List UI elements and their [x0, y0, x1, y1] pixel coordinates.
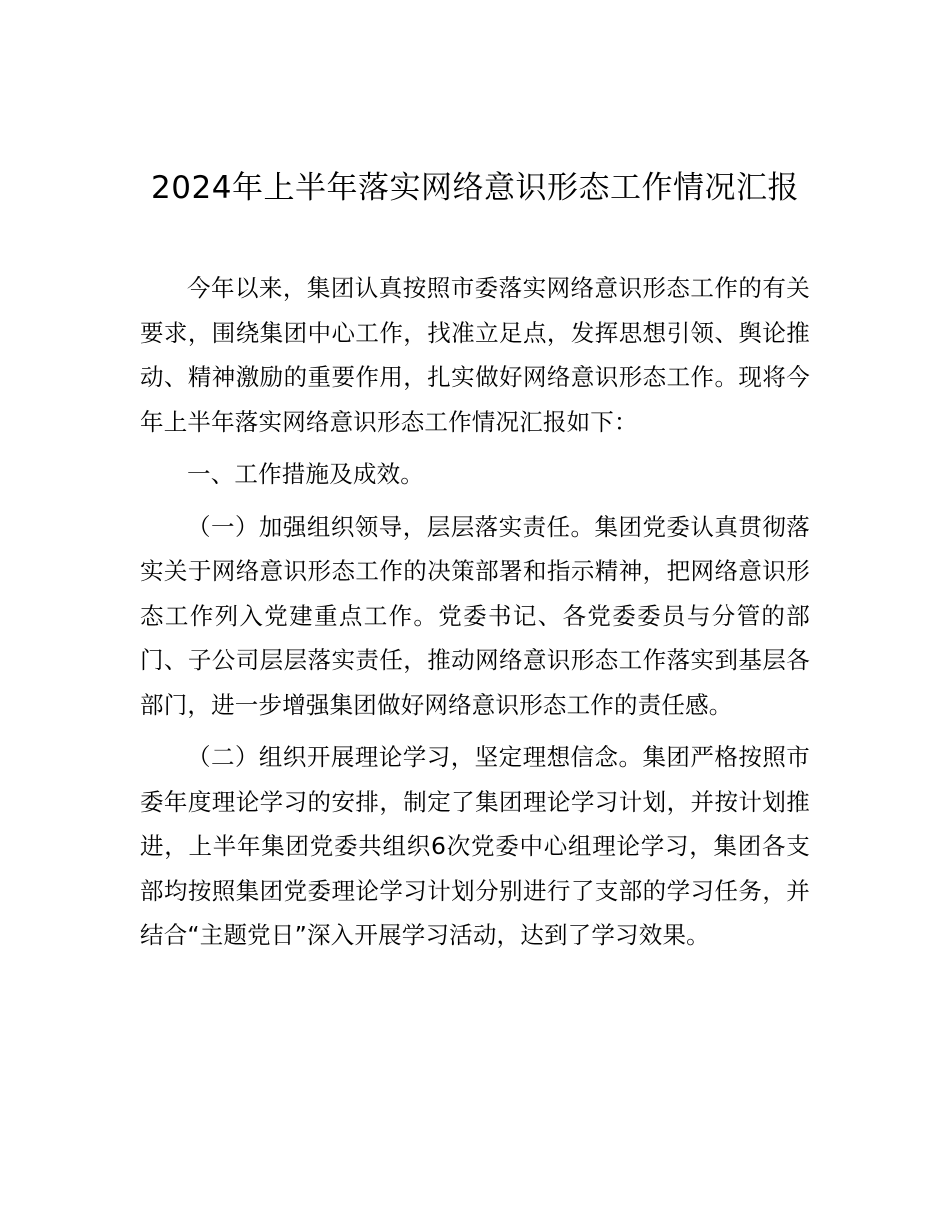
paragraph-organization: （一）加强组织领导，层层落实责任。集团党委认真贯彻落实关于网络意识形态工作的决策部署和指示精神，把网络意识形态工作列入党建重点工作。党委书记、各党委委员与分管的部门、子公司层层落实责任，推动网络意识形态工作落实到基层各部门，进一步增强集团做好网络意识形态工作的责任感。: [140, 512, 810, 719]
section-heading: 一、工作措施及成效。: [187, 460, 424, 488]
document-body: [140, 266, 810, 958]
paragraph-theory-study: （二）组织开展理论学习，坚定理想信念。集团严格按照市委年度理论学习的安排，制定了集团理论学习计划，并按计划推进，上半年集团党委共组织6次党委中心组理论学习，集团各支部均按照集团党委理论学习计划分别进行了支部的学习任务，并结合“主题党日”深入开展学习活动，达到了学习效果。: [140, 743, 810, 949]
document-title: 2024年上半年落实网络意识形态工作情况汇报: [151, 170, 799, 206]
paragraph-intro: 今年以来，集团认真按照市委落实网络意识形态工作的有关要求，围绕集团中心工作，找准立足点，发挥思想引领、舆论推动、精神激励的重要作用，扎实做好网络意识形态工作。现将今年上半年落实网络意识形态工作情况汇报如下：: [140, 274, 810, 436]
